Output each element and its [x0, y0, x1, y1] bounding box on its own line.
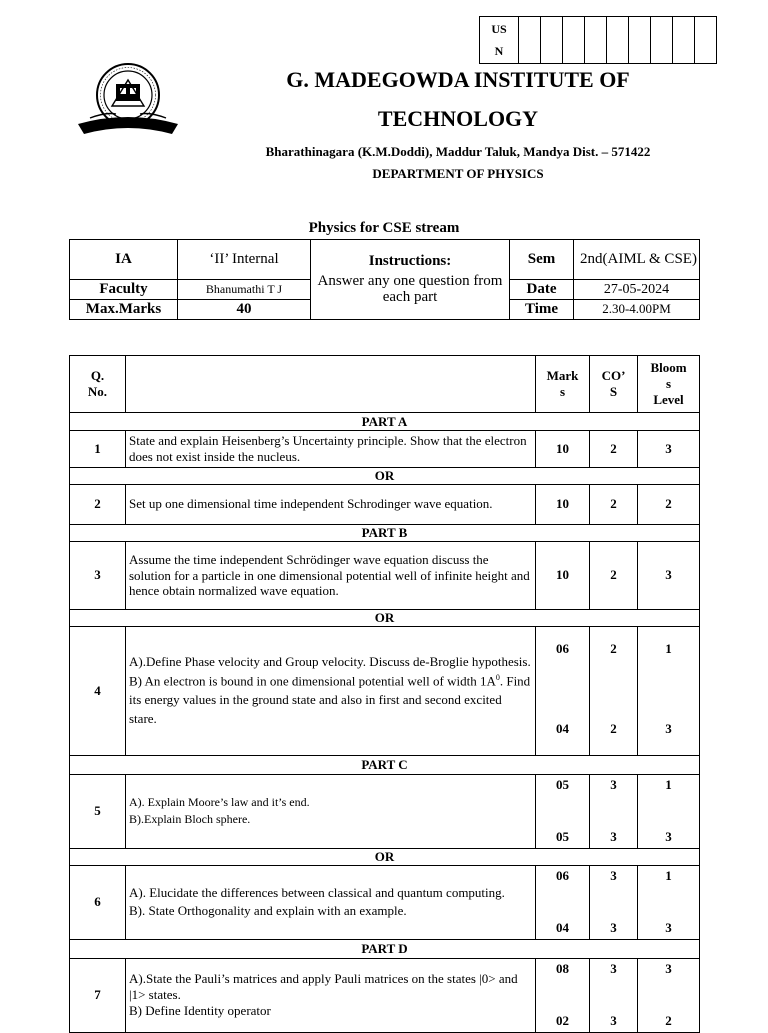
time-label: Time — [510, 300, 574, 320]
instructions-label: Instructions: — [368, 253, 452, 270]
department-name: DEPARTMENT OF PHYSICS — [372, 166, 544, 181]
usn-box[interactable] — [563, 17, 585, 64]
question-text: Assume the time independent Schrödinger wave equation discuss the solution for a particle in one dimensional potential well of infinite height and hence obtain normalized wave equation. — [126, 541, 536, 609]
question-bloom: 3 2 — [638, 958, 700, 1032]
question-part-b-text: B).Explain Bloch sphere. — [129, 812, 251, 827]
question-marks: 06 04 — [536, 865, 590, 939]
question-text — [126, 626, 536, 755]
question-co: 2 — [590, 431, 638, 468]
ia-label: IA — [70, 240, 178, 280]
question-text — [126, 774, 536, 848]
question-number: 7 — [70, 958, 126, 1032]
question-text — [126, 865, 536, 939]
header-marks: Mark s — [536, 356, 590, 413]
part-d-heading: PART D — [70, 939, 700, 958]
question-number: 4 — [70, 626, 126, 755]
date-value: 27-05-2024 — [574, 280, 700, 300]
question-co: 2 — [590, 484, 638, 524]
question-part-b-text: B) Define Identity operator — [129, 1003, 271, 1019]
exam-info-table — [69, 239, 700, 320]
question-text — [126, 958, 536, 1032]
usn-label: US N — [480, 17, 519, 64]
question-marks: 08 02 — [536, 958, 590, 1032]
question-part-a-text: A).Define Phase velocity and Group velocity. Discuss de-Broglie hypothesis. — [129, 653, 531, 669]
subject-title: Physics for CSE stream — [308, 220, 460, 236]
question-marks: 10 — [536, 484, 590, 524]
question-part-a-text: A). Explain Moore’s law and it’s end. — [129, 794, 310, 809]
table-header-row — [70, 356, 700, 413]
header-co: CO’ S — [590, 356, 638, 413]
question-marks: 10 — [536, 541, 590, 609]
question-row-2 — [70, 484, 700, 524]
or-separator: OR — [70, 848, 700, 865]
part-c-heading: PART C — [70, 755, 700, 774]
question-co: 2 — [590, 541, 638, 609]
question-text: Set up one dimensional time independent Schrodinger wave equation. — [126, 484, 536, 524]
question-table — [69, 355, 700, 1033]
question-text: State and explain Heisenberg’s Uncertainty principle. Show that the electron does not exist inside the nucleus. — [126, 431, 536, 468]
question-co: 3 3 — [590, 865, 638, 939]
question-row-5 — [70, 774, 700, 848]
question-bloom: 3 — [638, 431, 700, 468]
usn-boxes — [479, 16, 717, 64]
institute-address: Bharathinagara (K.M.Doddi), Maddur Taluk, Mandya Dist. – 571422 — [265, 144, 651, 159]
header-qno: Q. No. — [70, 356, 126, 413]
question-co: 3 3 — [590, 958, 638, 1032]
question-number: 3 — [70, 541, 126, 609]
max-marks-value: 40 — [178, 300, 311, 320]
question-bloom: 2 — [638, 484, 700, 524]
usn-box[interactable] — [673, 17, 695, 64]
date-label: Date — [510, 280, 574, 300]
or-separator: OR — [70, 609, 700, 626]
question-co: 3 3 — [590, 774, 638, 848]
header-blooms: Bloom s Level — [638, 356, 700, 413]
question-part-a-text: A). Elucidate the differences between classical and quantum computing. — [129, 885, 505, 901]
ia-value: ‘II’ Internal — [178, 240, 311, 280]
question-marks: 10 — [536, 431, 590, 468]
usn-box[interactable] — [607, 17, 629, 64]
question-part-b-text: B) An electron is bound in one dimensional potential well of width $1A^0$. Find its energy values in the ground state and also in first and second excited stare. — [129, 672, 531, 726]
part-b-heading: PART B — [70, 524, 700, 541]
question-row-4 — [70, 626, 700, 755]
question-marks: 06 04 — [536, 626, 590, 755]
question-number: 1 — [70, 431, 126, 468]
question-part-b-text: B). State Orthogonality and explain with an example. — [129, 903, 407, 919]
question-bloom: 1 3 — [638, 626, 700, 755]
question-part-a-text: A).State the Pauli’s matrices and apply Pauli matrices on the states |0> and |1> states. — [129, 970, 518, 1003]
institute-logo — [76, 62, 180, 138]
question-co: 2 2 — [590, 626, 638, 755]
header-question — [126, 356, 536, 413]
sem-label: Sem — [510, 240, 574, 280]
sem-value: 2nd(AIML & CSE) — [574, 240, 700, 280]
question-number: 5 — [70, 774, 126, 848]
question-bloom: 1 3 — [638, 865, 700, 939]
question-row-6 — [70, 865, 700, 939]
question-row-3 — [70, 541, 700, 609]
question-number: 6 — [70, 865, 126, 939]
usn-box[interactable] — [519, 17, 541, 64]
faculty-value: Bhanumathi T J — [178, 280, 311, 300]
max-marks-label: Max.Marks — [70, 300, 178, 320]
time-value: 2.30-4.00PM — [574, 300, 700, 320]
question-row-7 — [70, 958, 700, 1032]
usn-box[interactable] — [541, 17, 563, 64]
or-separator: OR — [70, 468, 700, 485]
question-row-1 — [70, 431, 700, 468]
usn-box[interactable] — [651, 17, 673, 64]
question-number: 2 — [70, 484, 126, 524]
institute-name-line1: G. MADEGOWDA INSTITUTE OF — [286, 67, 630, 92]
part-a-heading: PART A — [70, 413, 700, 431]
instructions-cell — [311, 240, 510, 320]
usn-box[interactable] — [695, 17, 717, 64]
question-bloom: 3 — [638, 541, 700, 609]
instructions-text: Answer any one question from each part — [317, 272, 503, 306]
question-marks: 05 05 — [536, 774, 590, 848]
question-bloom: 1 3 — [638, 774, 700, 848]
faculty-label: Faculty — [70, 280, 178, 300]
usn-box[interactable] — [629, 17, 651, 64]
institute-name-line2: TECHNOLOGY — [377, 106, 539, 131]
usn-box[interactable] — [585, 17, 607, 64]
